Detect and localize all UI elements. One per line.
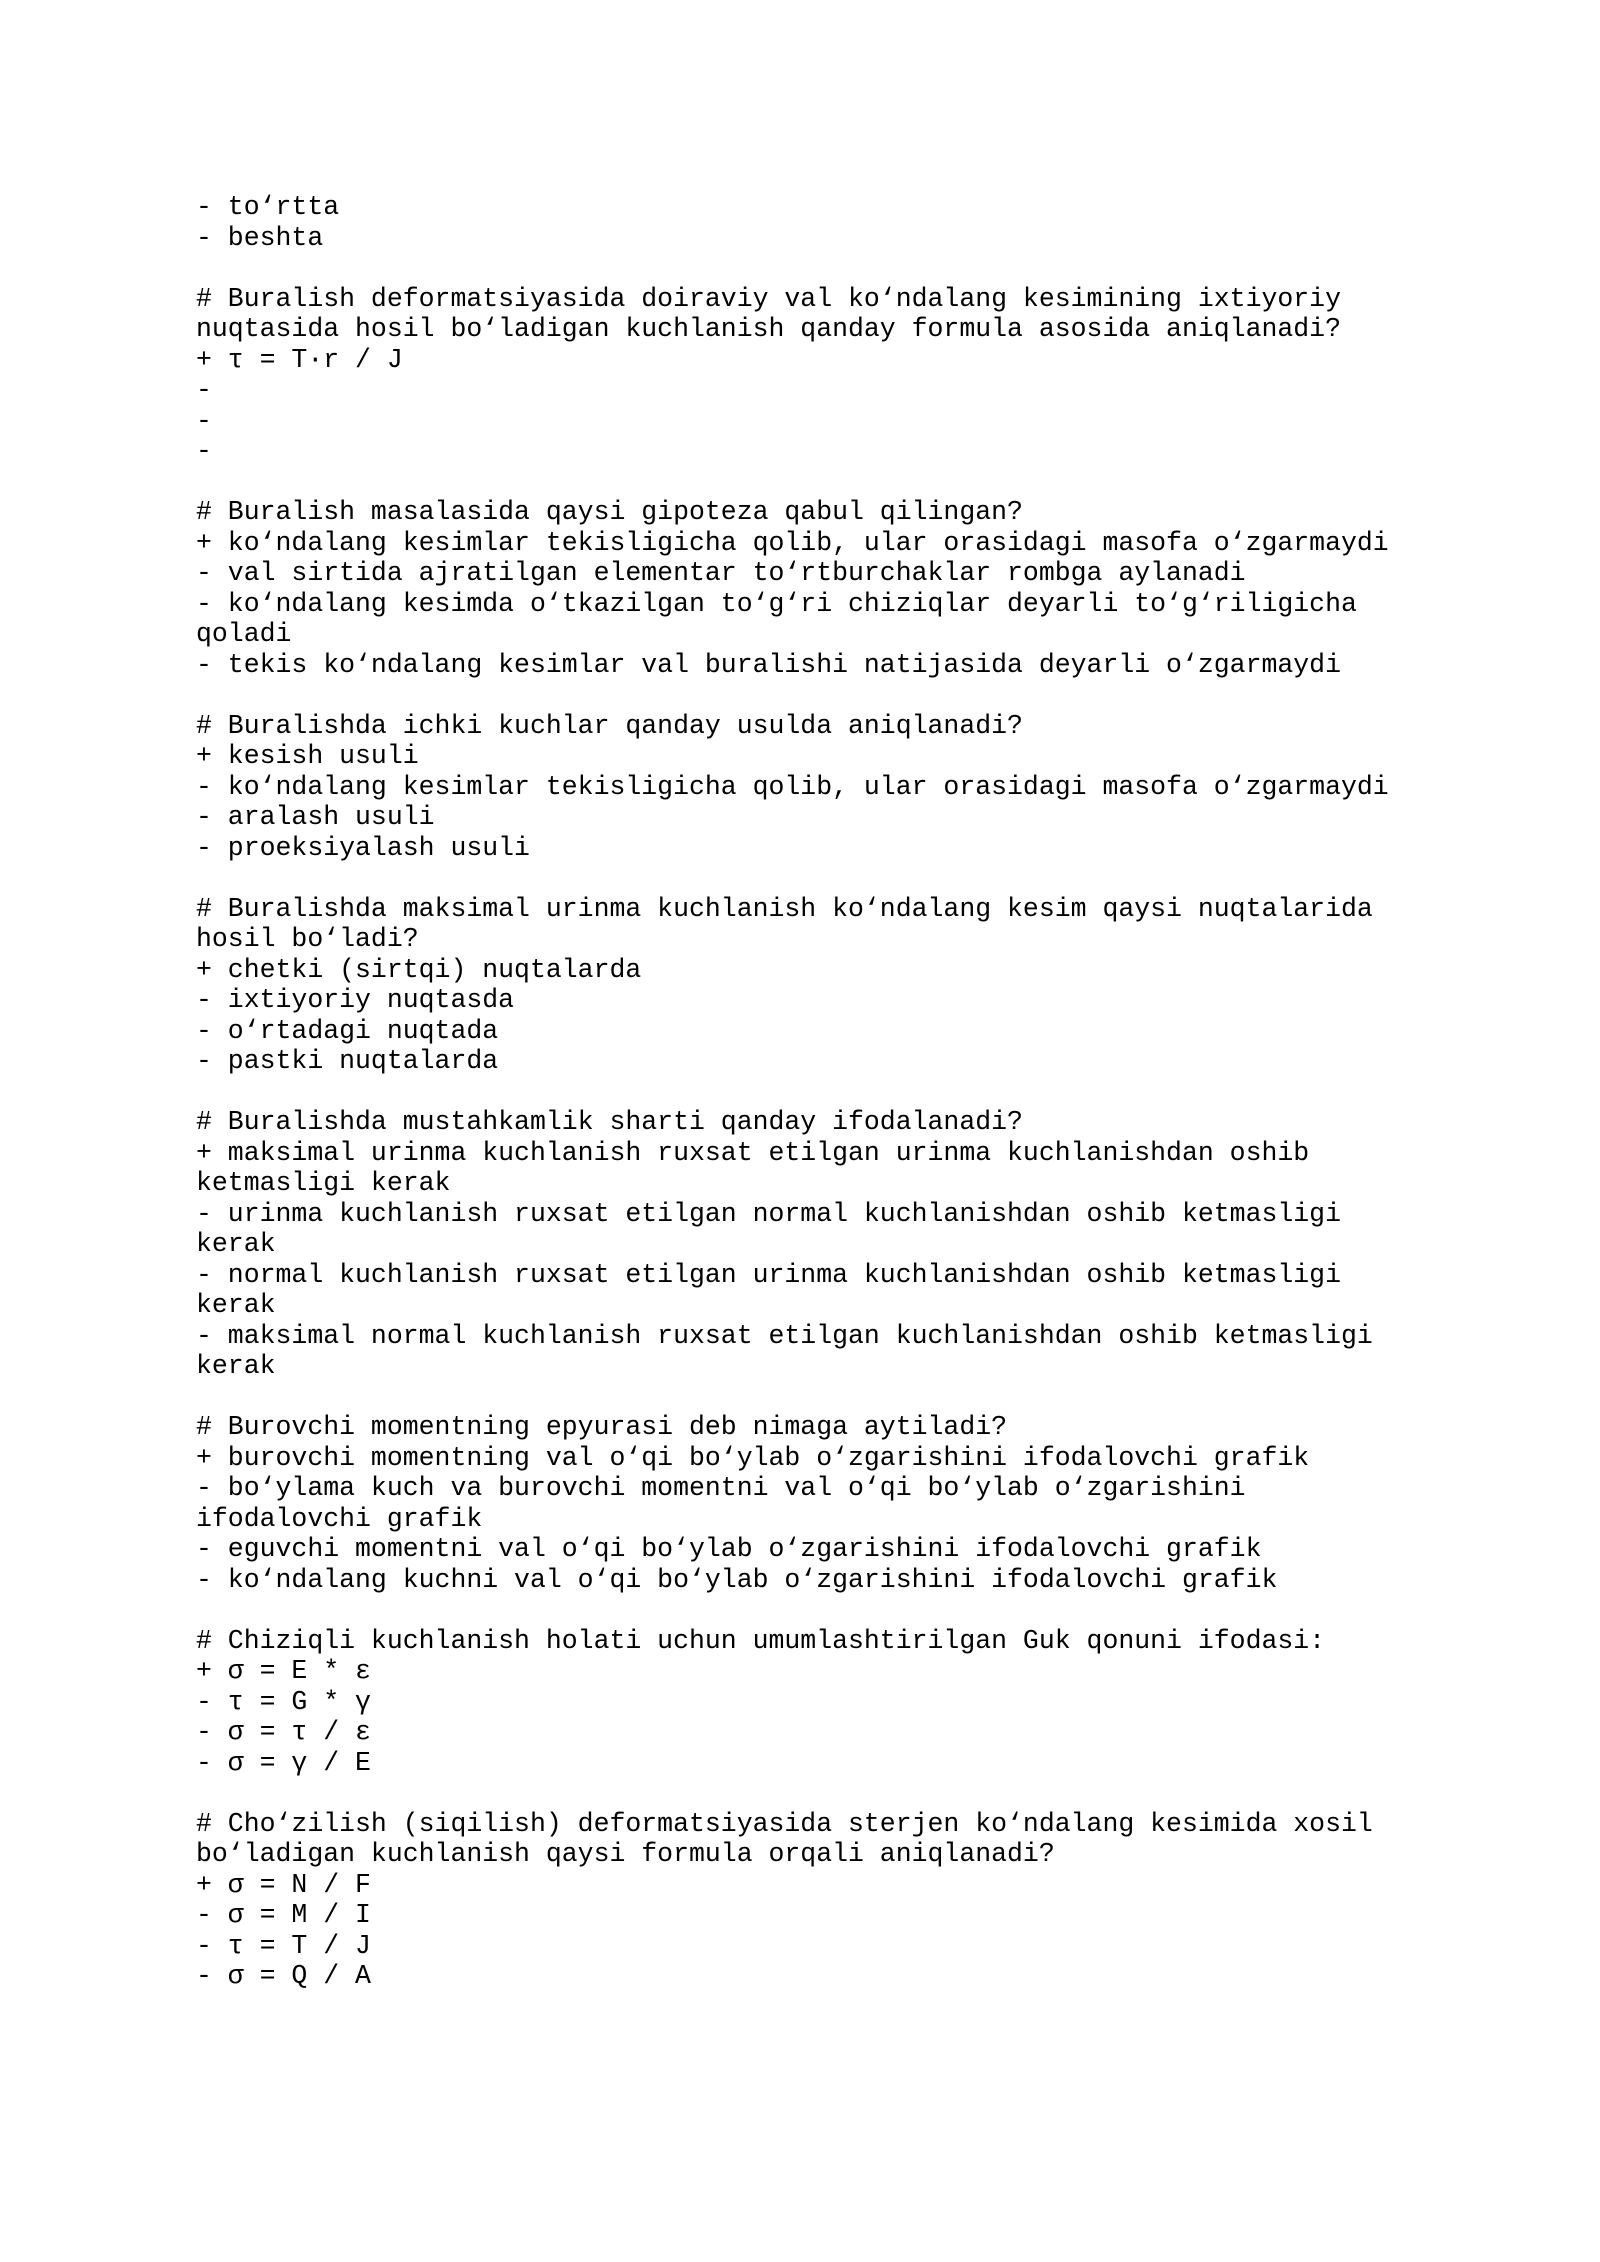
text-line: ifodalovchi grafik	[196, 1503, 483, 1534]
answer-option-line: - o‘rtadagi nuqtada	[196, 1015, 499, 1046]
question-line: # Buralishda ichki kuchlar qanday usulda aniqlanadi?	[196, 710, 1023, 741]
answer-option-line: -	[196, 436, 212, 466]
answer-option-line: - τ = T / J	[196, 1930, 371, 1961]
answer-option-line: - urinma kuchlanish ruxsat etilgan normal kuchlanishdan oshib ketmasligi	[196, 1198, 1341, 1229]
answer-option-line: - pastki nuqtalarda	[196, 1046, 499, 1076]
answer-option-line: - σ = τ / ε	[196, 1717, 371, 1747]
correct-answer-line: + ko‘ndalang kesimlar tekisligicha qolib, ular orasidagi masofa o‘zgarmaydi	[196, 527, 1389, 558]
correct-answer-line: + σ = E * ε	[196, 1656, 371, 1686]
answer-option-line: - σ = Q / A	[196, 1961, 371, 1991]
question-line: # Buralish deformatsiyasida doiraviy val ko‘ndalang kesimining ixtiyoriy	[196, 283, 1341, 314]
answer-option-line: - ko‘ndalang kuchni val o‘qi bo‘ylab o‘zgarishini ifodalovchi grafik	[196, 1564, 1278, 1595]
correct-answer-line: + σ = N / F	[196, 1869, 371, 1900]
answer-option-line: - σ = γ / E	[196, 1747, 371, 1778]
answer-option-line: - eguvchi momentni val o‘qi bo‘ylab o‘zgarishini ifodalovchi grafik	[196, 1534, 1262, 1564]
blank-line	[196, 863, 1496, 894]
correct-answer-line: + burovchi momentning val o‘qi bo‘ylab o‘zgarishini ifodalovchi grafik	[196, 1442, 1310, 1473]
document-page	[196, 192, 1496, 1992]
answer-option-line: - σ = M / I	[196, 1900, 371, 1930]
correct-answer-line: + chetki (sirtqi) nuqtalarda	[196, 954, 642, 985]
blank-line	[196, 680, 1496, 711]
blank-line	[196, 1595, 1496, 1626]
answer-option-line: -	[196, 375, 212, 405]
answer-option-line: - maksimal normal kuchlanish ruxsat etilgan kuchlanishdan oshib ketmasligi	[196, 1320, 1373, 1351]
answer-option-line: - val sirtida ajratilgan elementar to‘rtburchaklar rombga aylanadi	[196, 558, 1246, 588]
correct-answer-line: + maksimal urinma kuchlanish ruxsat etilgan urinma kuchlanishdan oshib	[196, 1137, 1310, 1168]
answer-option-line: - to‘rtta	[196, 192, 340, 222]
text-line: kerak	[196, 1351, 276, 1381]
answer-option-line: - ixtiyoriy nuqtasda	[196, 985, 515, 1015]
correct-answer-line: + τ = T·r / J	[196, 344, 403, 375]
answer-option-line: - proeksiyalash usuli	[196, 832, 530, 863]
text-line: kerak	[196, 1229, 276, 1259]
blank-line	[196, 1077, 1496, 1108]
text-line: nuqtasida hosil bo‘ladigan kuchlanish qanday formula asosida aniqlanadi?	[196, 314, 1341, 344]
question-line: # Buralishda mustahkamlik sharti qanday ifodalanadi?	[196, 1107, 1023, 1137]
blank-line	[196, 467, 1496, 498]
answer-option-line: - beshta	[196, 222, 324, 253]
answer-option-line: - ko‘ndalang kesimlar tekisligicha qolib, ular orasidagi masofa o‘zgarmaydi	[196, 771, 1389, 802]
text-line: bo‘ladigan kuchlanish qaysi formula orqali aniqlanadi?	[196, 1839, 1055, 1869]
blank-line	[196, 1778, 1496, 1809]
correct-answer-line: + kesish usuli	[196, 741, 419, 771]
answer-option-line: - tekis ko‘ndalang kesimlar val buralishi natijasida deyarli o‘zgarmaydi	[196, 649, 1341, 680]
answer-option-line: - ko‘ndalang kesimda o‘tkazilgan to‘g‘ri chiziqlar deyarli to‘g‘riligicha	[196, 588, 1357, 619]
blank-line	[196, 1382, 1496, 1413]
blank-line	[196, 253, 1496, 284]
answer-option-line: - aralash usuli	[196, 802, 435, 832]
text-line: kerak	[196, 1290, 276, 1320]
answer-option-line: -	[196, 405, 212, 436]
answer-option-line: - bo‘ylama kuch va burovchi momentni val o‘qi bo‘ylab o‘zgarishini	[196, 1473, 1246, 1503]
question-line: # Buralishda maksimal urinma kuchlanish ko‘ndalang kesim qaysi nuqtalarida	[196, 893, 1373, 924]
answer-option-line: - τ = G * γ	[196, 1686, 371, 1717]
question-line: # Burovchi momentning epyurasi deb nimaga aytiladi?	[196, 1412, 1008, 1442]
text-line: ketmasligi kerak	[196, 1168, 451, 1198]
text-line: qoladi	[196, 619, 292, 649]
question-line: # Buralish masalasida qaysi gipoteza qabul qilingan?	[196, 497, 1023, 527]
text-line: hosil bo‘ladi?	[196, 924, 419, 954]
question-line: # Cho‘zilish (siqilish) deformatsiyasida sterjen ko‘ndalang kesimida xosil	[196, 1808, 1373, 1839]
question-line: # Chiziqli kuchlanish holati uchun umumlashtirilgan Guk qonuni ifodasi:	[196, 1625, 1326, 1656]
answer-option-line: - normal kuchlanish ruxsat etilgan urinma kuchlanishdan oshib ketmasligi	[196, 1259, 1341, 1290]
